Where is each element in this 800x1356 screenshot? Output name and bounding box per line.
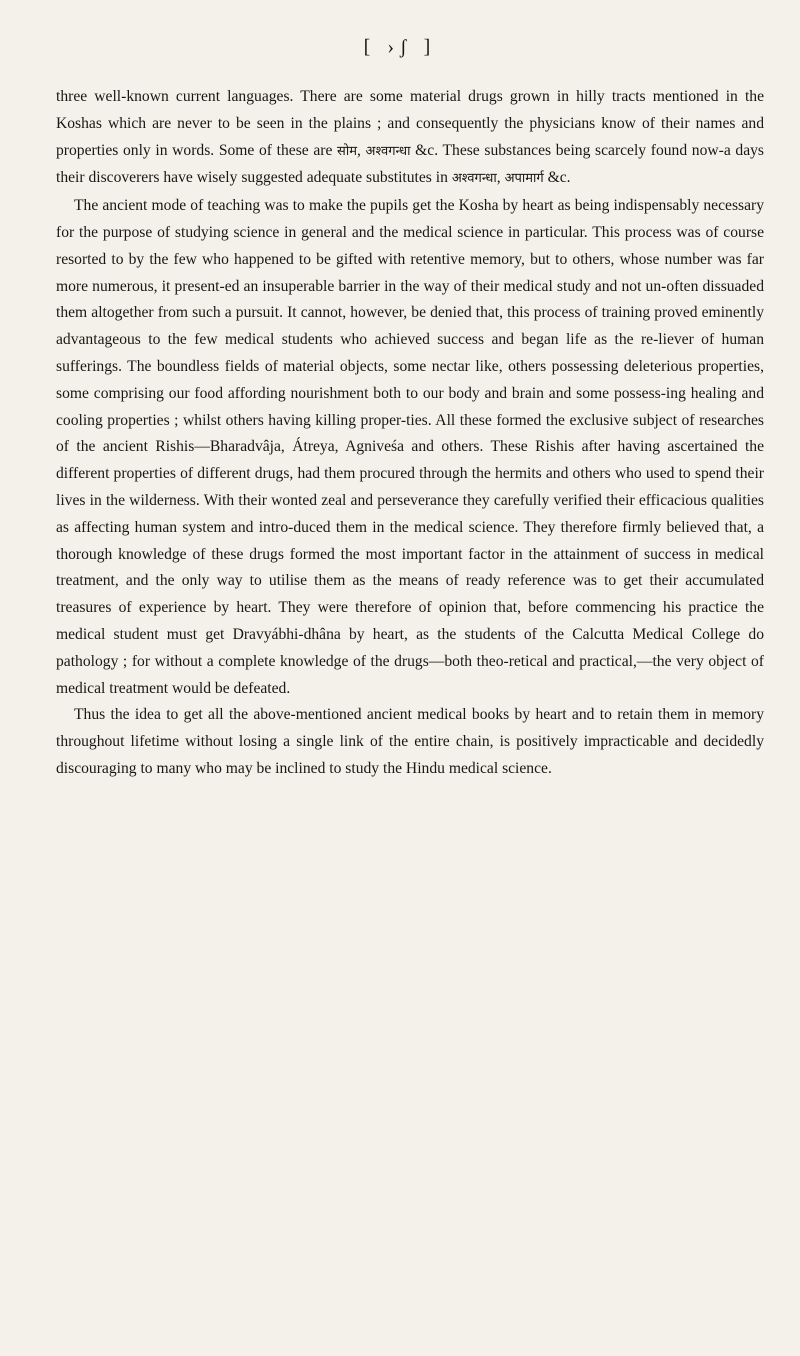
body-text bbox=[56, 84, 764, 783]
text-segment: , bbox=[496, 169, 505, 187]
paragraph bbox=[56, 84, 764, 193]
text-segment: Thus the idea to get all the above-mentioned ancient medical books by heart and to retain them in memory throughout lifetime without losing a single link of the entire chain, is positively impracticable and decidedly discouraging to many who may be inclined to study the Hindu medical science. bbox=[56, 706, 764, 777]
text-segment: &c. These substances being scarcely found now-a days their discoverers have wisely suggested adequate substitutes in bbox=[56, 141, 765, 187]
paragraph bbox=[56, 193, 764, 702]
page-number: [ ›ʃ ] bbox=[363, 36, 437, 58]
text-segment: &c. bbox=[543, 169, 571, 187]
text-segment: three well-known current languages. There are some material drugs grown in hilly tracts mentioned in the Koshas which are never to be seen in the plains ; and consequently the physicians know of their names and properties only in words. Some of these are bbox=[56, 88, 764, 159]
sanskrit-term: सोम bbox=[337, 143, 357, 159]
sanskrit-term: अश्वगन्धा bbox=[365, 143, 411, 159]
text-segment: The ancient mode of teaching was to make the pupils get the Kosha by heart as being indispensably necessary for the purpose of studying science in general and the medical science in particular. This process was of course resorted to by the few who happened to be gifted with retentive memory, but to others, whose number was far more numerous, it present-ed an insuperable barrier in the way of their medical study and not un-often dissuaded them altogether from such a pursuit. It cannot, however, be denied that, this process of training proved eminently advantageous to the few medical students who achieved success and began life as the re-liever of human sufferings. The boundless fields of material objects, some nectar like, others possessing deleterious properties, some comprising our food affording nourishment both to our body and brain and some possess-ing healing and cooling properties ; whilst others having killing proper-ties. All these formed the exclusive subject of researches of the ancient Rishis—Bharadvâja, Átreya, Agniveśa and others. These Rishis after having ascertained the different properties of different drugs, had them procured through the hermits and others who used to spend their lives in the wilderness. With their wonted zeal and perseverance they carefully verified their efficacious qualities as affecting human system and intro-duced them in the medical science. They therefore firmly believed that, a thorough knowledge of these drugs formed the most important factor in the attainment of success in medical treatment, and the only way to utilise them as the means of ready reference was to get their accumulated treasures of experience by heart. They were therefore of opinion that, before commencing his practice the medical student must get Dravyábhi-dhâna by heart, as the students of the Calcutta Medical College do pathology ; for without a complete knowledge of the drugs—both theo-retical and practical,—the very object of medical treatment would be defeated. bbox=[56, 197, 764, 697]
text-segment: , bbox=[356, 141, 366, 159]
sanskrit-term: अपामार्ग bbox=[504, 171, 544, 187]
sanskrit-term: अश्वगन्धा bbox=[451, 171, 497, 187]
paragraph bbox=[56, 702, 764, 782]
